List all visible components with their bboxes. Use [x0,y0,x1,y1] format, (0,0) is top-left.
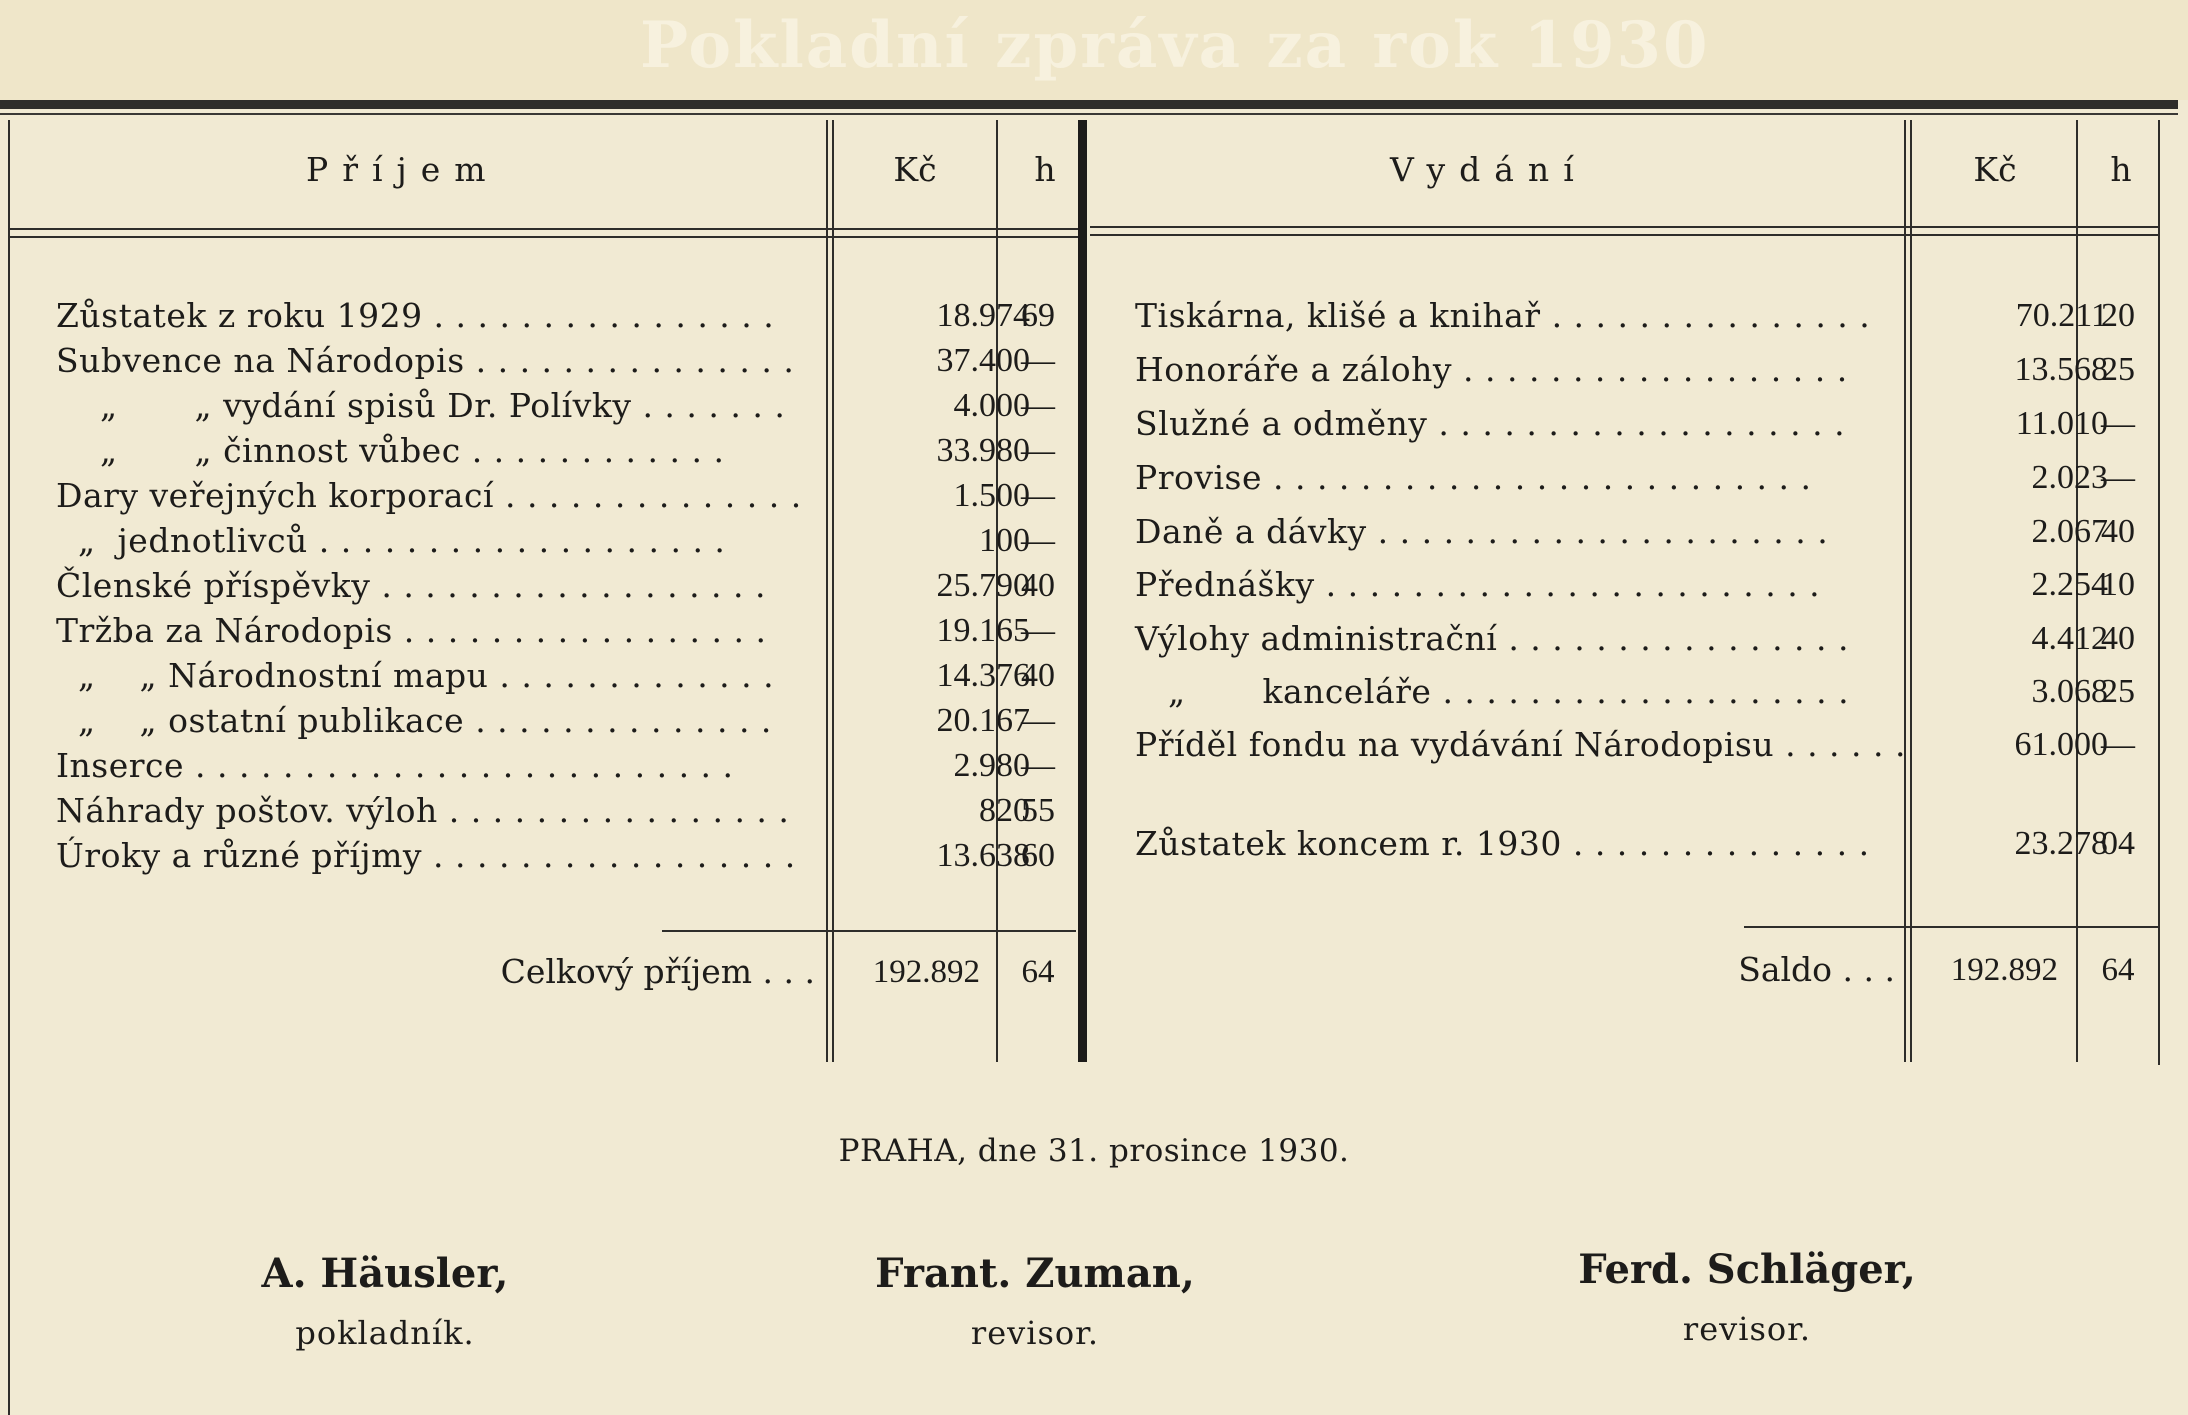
expense-item-kc: 61.000 [2014,726,2108,763]
income-item-h: — [1021,747,1055,784]
income-total-label: Celkový příjem . . . [500,952,815,991]
signature-role-1: pokladník. [295,1314,475,1352]
income-kc-header: Kč [893,150,937,189]
income-item-label: Zůstatek z roku 1929 . . . . . . . . . . . . . . . . [56,296,775,335]
place-date: PRAHA, dne 31. prosince 1930. [838,1133,1350,1169]
income-item-label: Inserce . . . . . . . . . . . . . . . . . . . . . . . . . [56,746,734,785]
expense-header-rule-a [1090,226,2158,228]
expense-item-h: 25 [2101,673,2135,710]
signature-role-2: revisor. [970,1314,1100,1352]
income-item-kc: 20.167 [936,702,1030,739]
income-item-h: 60 [1021,837,1055,874]
income-row [56,564,1076,608]
income-row [56,789,1076,833]
income-item-label: Členské příspěvky . . . . . . . . . . . . . . . . . . [56,566,766,605]
expense-kc-header: Kč [1973,150,2017,189]
income-item-kc: 19.165 [936,612,1030,649]
income-item-h: — [1021,612,1055,649]
income-item-h: 40 [1021,657,1055,694]
expense-item-label: „ kanceláře . . . . . . . . . . . . . . . . . . . [1135,672,1850,711]
expense-total-rule [1744,926,2158,928]
signature-name-1: A. Häusler, [261,1250,509,1297]
income-row [56,474,1076,518]
expense-row [1135,670,2155,714]
expense-item-h: 40 [2101,620,2135,657]
income-header-rule-b [8,236,1078,238]
income-row [56,384,1076,428]
income-item-kc: 14.376 [936,657,1030,694]
faded-heading: Pokladní zpráva za rok 1930 [640,8,1710,83]
expense-item-h: 40 [2101,513,2135,550]
income-item-label: „ jednotlivců . . . . . . . . . . . . . . . . . . . [56,521,726,560]
income-row [56,294,1076,338]
expense-row [1135,294,2155,338]
expense-total-h: 64 [2101,952,2135,988]
expense-header-rule-b [1090,234,2158,236]
expense-item-kc: 3.068 [2031,673,2108,710]
top-thin-rule [0,113,2178,115]
income-item-label: „ „ Národnostní mapu . . . . . . . . . . . . . [56,656,775,695]
income-item-label: Úroky a různé příjmy . . . . . . . . . . . . . . . . . [56,836,796,875]
income-item-h: — [1021,702,1055,739]
income-item-kc: 2.980 [953,747,1030,784]
income-row [56,699,1076,743]
expense-item-kc: 23.278 [2014,825,2108,862]
expense-item-h: — [2101,459,2135,496]
expense-item-label: Přednášky . . . . . . . . . . . . . . . . . . . . . . . [1135,565,1821,604]
income-item-kc: 37.400 [936,342,1030,379]
income-row [56,834,1076,878]
income-item-label: Tržba za Národopis . . . . . . . . . . . . . . . . . [56,611,767,650]
income-item-label: „ „ činnost vůbec . . . . . . . . . . . . [56,431,725,470]
expense-row [1135,617,2155,661]
income-item-h: — [1021,432,1055,469]
income-item-kc: 4.000 [953,387,1030,424]
income-row [56,429,1076,473]
expense-item-kc: 13.568 [2014,351,2108,388]
expense-item-h: 10 [2101,566,2135,603]
income-row [56,519,1076,563]
expense-item-kc: 11.010 [2015,405,2108,442]
expense-item-label: Daně a dávky . . . . . . . . . . . . . . . . . . . . . [1135,512,1829,551]
expense-item-h: 25 [2101,351,2135,388]
expense-row [1135,723,2155,767]
income-row [56,609,1076,653]
income-item-h: — [1021,342,1055,379]
income-item-h: — [1021,522,1055,559]
income-item-label: Dary veřejných korporací . . . . . . . . . . . . . . [56,476,802,515]
expense-item-label: Výlohy administrační . . . . . . . . . . . . . . . . [1135,619,1850,658]
expense-total-label: Saldo . . . [1738,950,1895,989]
income-item-h: 55 [1021,792,1055,829]
expense-row [1135,456,2155,500]
income-item-h: — [1021,477,1055,514]
income-row [56,654,1076,698]
expense-item-kc: 2.254 [2031,566,2108,603]
income-item-label: „ „ vydání spisů Dr. Polívky . . . . . . . [56,386,786,425]
expense-item-label: Zůstatek koncem r. 1930 . . . . . . . . . . . . . . [1135,824,1870,863]
expense-item-kc: 4.412 [2031,620,2108,657]
income-item-kc: 820 [979,792,1030,829]
center-divider [1078,120,1087,1062]
top-thick-rule [0,100,2178,109]
signature-name-2: Frant. Zuman, [875,1250,1195,1297]
expense-item-h: 04 [2101,825,2135,862]
expense-row [1135,563,2155,607]
income-row [56,744,1076,788]
signature-name-3: Ferd. Schläger, [1578,1246,1916,1293]
income-item-label: Náhrady poštov. výloh . . . . . . . . . . . . . . . . [56,791,790,830]
expense-item-label: Příděl fondu na vydávání Národopisu . . . . . . [1135,725,1906,764]
expense-item-label: Honoráře a zálohy . . . . . . . . . . . . . . . . . . [1135,350,1848,389]
expense-item-label: Provise . . . . . . . . . . . . . . . . . . . . . . . . . [1135,458,1812,497]
expense-item-h: — [2101,726,2135,763]
income-item-label: Subvence na Národopis . . . . . . . . . . . . . . . [56,341,795,380]
expense-item-h: 20 [2101,297,2135,334]
income-total-rule [662,930,1076,932]
income-item-h: — [1021,387,1055,424]
income-item-h: 69 [1021,297,1055,334]
income-item-kc: 13.638 [936,837,1030,874]
expense-item-kc: 2.023 [2031,459,2108,496]
income-item-kc: 25.790 [936,567,1030,604]
income-item-kc: 100 [979,522,1030,559]
expense-row [1135,510,2155,554]
income-item-label: „ „ ostatní publikace . . . . . . . . . . . . . . [56,701,772,740]
expense-item-h: — [2101,405,2135,442]
income-column-header: Příjem [306,150,500,189]
income-item-kc: 1.500 [953,477,1030,514]
left-border-line [8,120,10,1415]
income-total-kc: 192.892 [872,954,980,990]
right-border-line [2158,120,2160,1065]
income-row [56,339,1076,383]
income-total-h: 64 [1021,954,1055,990]
income-item-kc: 33.980 [936,432,1030,469]
income-item-kc: 18.974 [936,297,1030,334]
expense-item-kc: 70.211 [2015,297,2108,334]
expense-item-label: Služné a odměny . . . . . . . . . . . . . . . . . . . [1135,404,1846,443]
expense-h-header: h [2110,150,2132,189]
expense-total-kc: 192.892 [1950,952,2058,988]
income-h-header: h [1034,150,1056,189]
income-item-h: 40 [1021,567,1055,604]
expense-item-kc: 2.067 [2031,513,2108,550]
income-header-rule-a [8,228,1078,230]
expense-item-label: Tiskárna, klišé a knihař . . . . . . . . . . . . . . . [1135,296,1871,335]
expense-row [1135,822,2155,866]
signature-role-3: revisor. [1682,1310,1812,1348]
expense-row [1135,402,2155,446]
expense-column-header: Vydání [1390,150,1588,189]
expense-row [1135,348,2155,392]
